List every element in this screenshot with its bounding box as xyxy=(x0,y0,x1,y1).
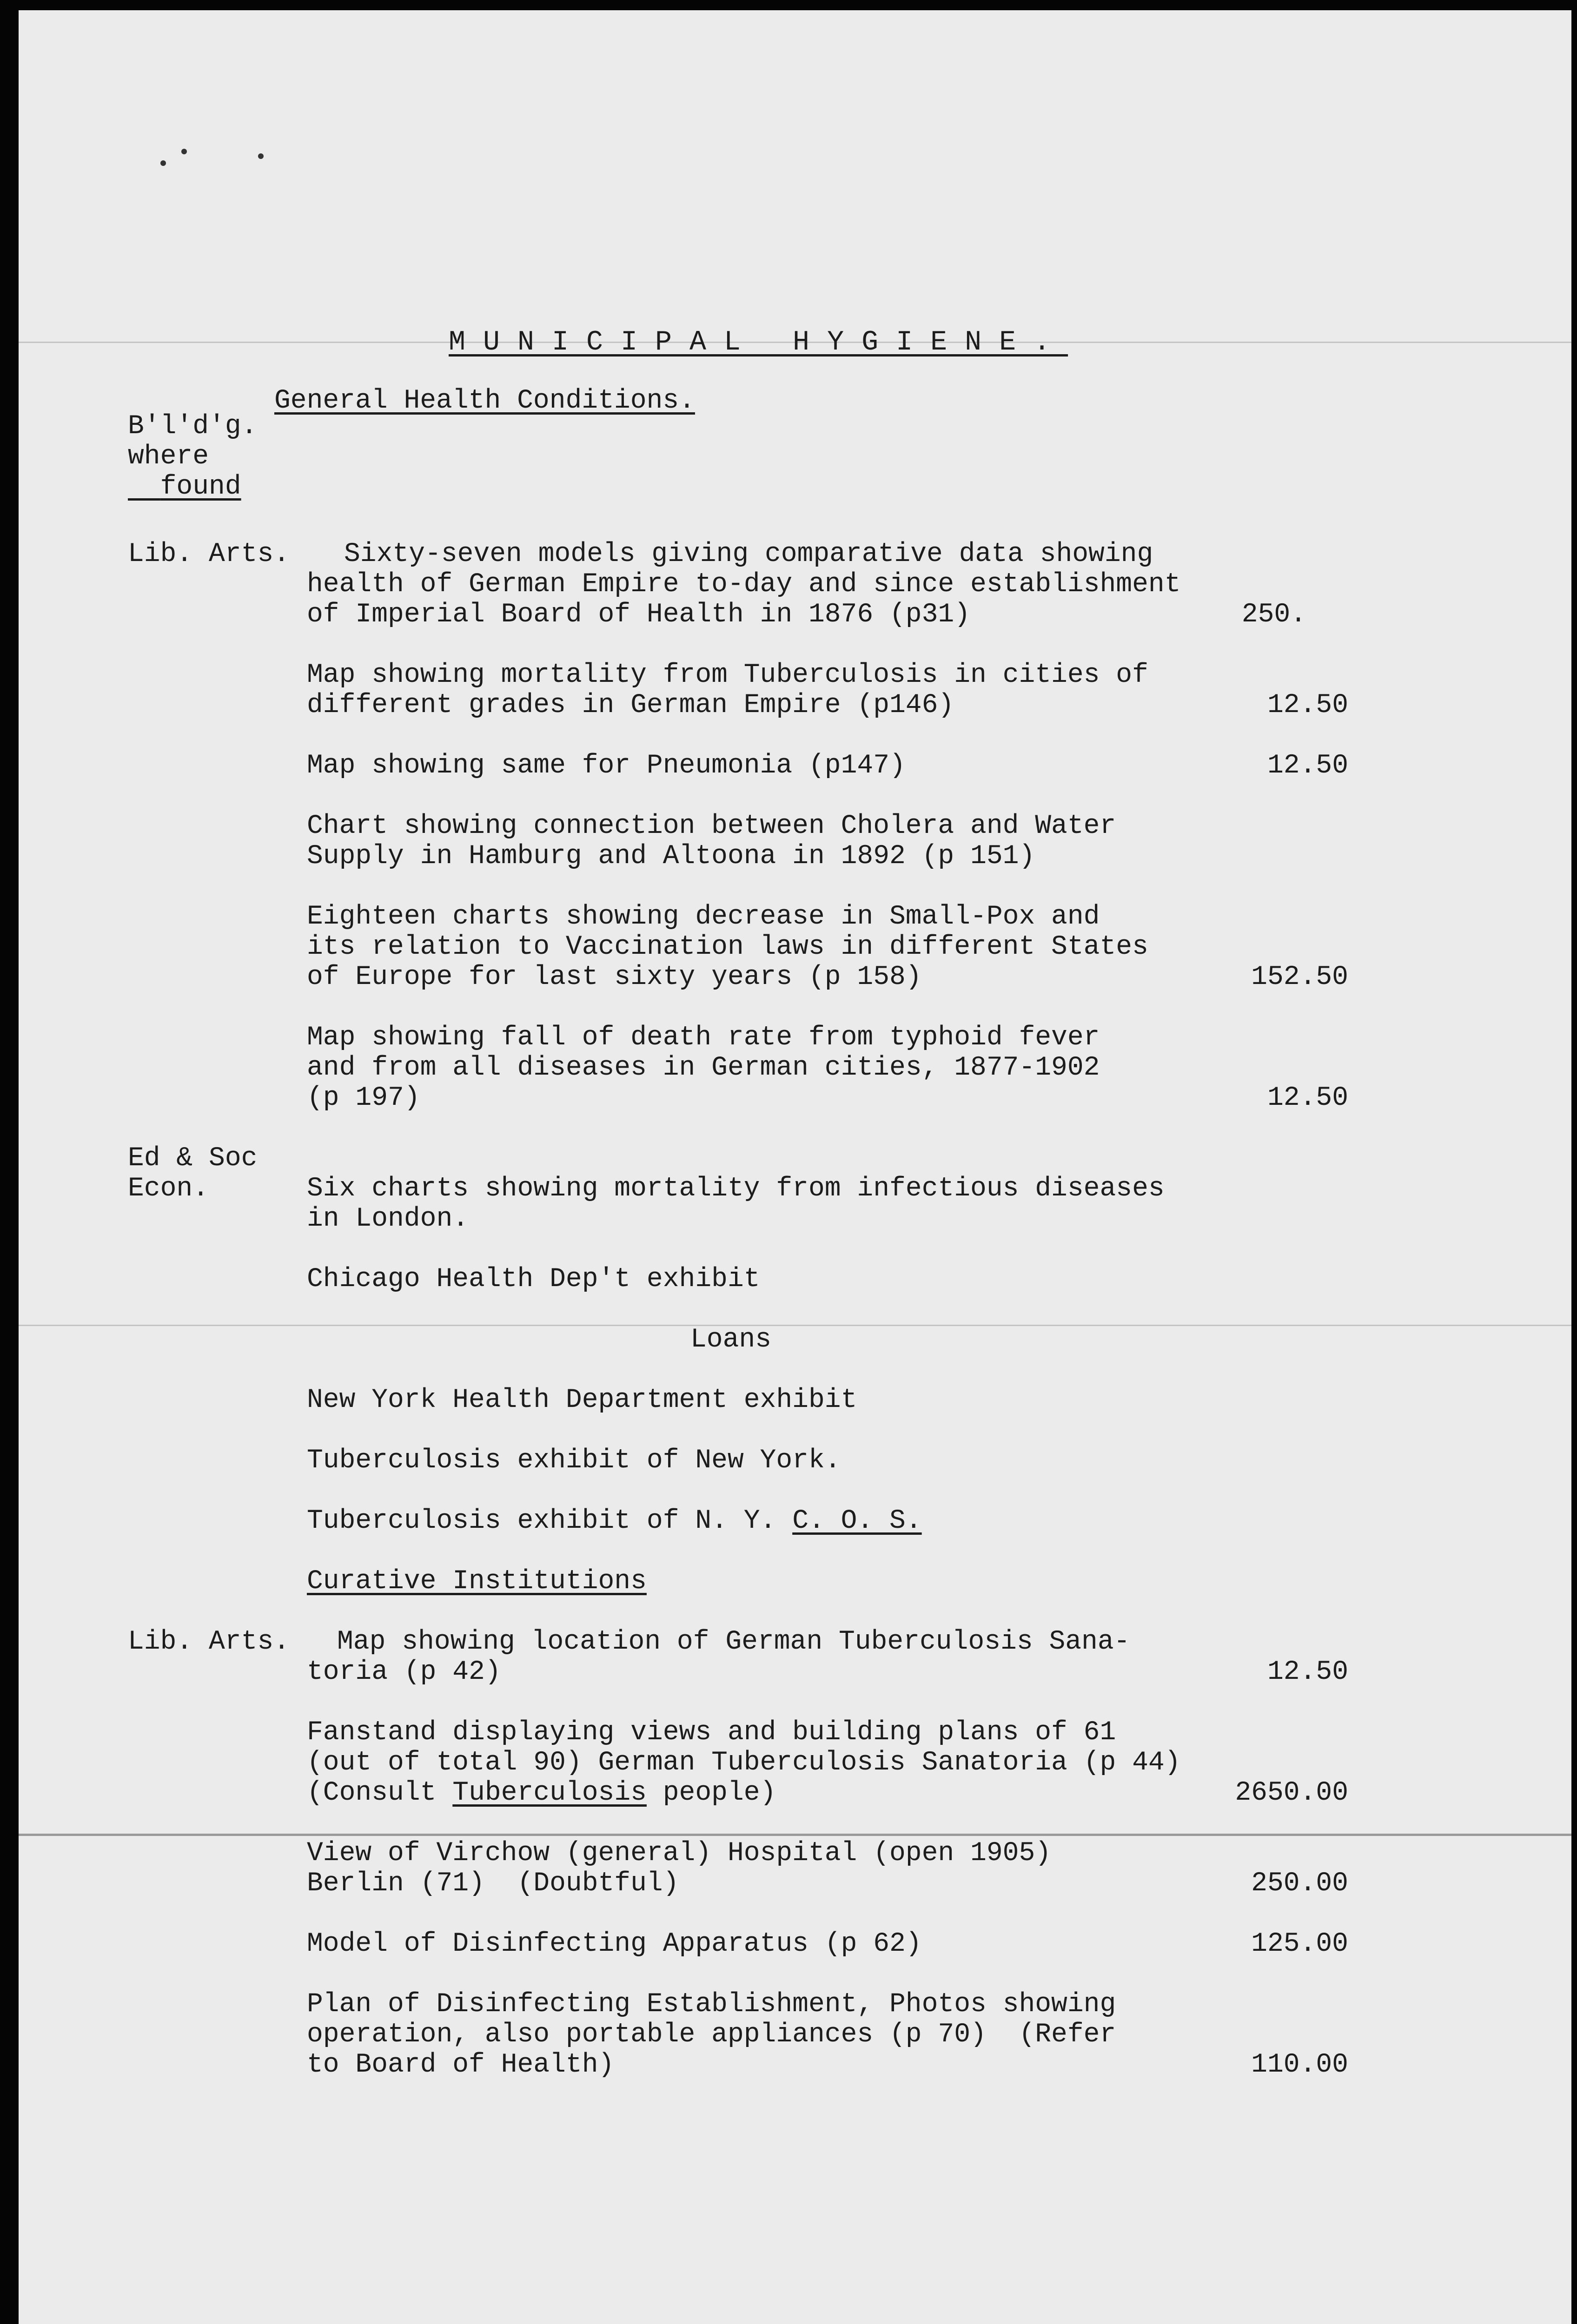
item-line: Eighteen charts showing decrease in Small-Pox and xyxy=(307,902,1100,932)
page-title: MUNICIPAL HYGIENE. xyxy=(449,327,1068,358)
item-line: Map showing same for Pneumonia (p147) xyxy=(307,751,906,781)
item-line: different grades in German Empire (p146) xyxy=(307,690,954,720)
building-label: Econ. xyxy=(128,1174,209,1204)
ink-speck xyxy=(258,153,264,159)
item-line: Fanstand displaying views and building plans of 61 xyxy=(307,1717,1116,1748)
item-line: (out of total 90) German Tuberculosis Sanatoria (p 44) xyxy=(307,1748,1181,1778)
item-amount: 250. xyxy=(1241,600,1306,630)
item-line: Chicago Health Dep't exhibit xyxy=(307,1264,760,1294)
building-label: Lib. Arts. xyxy=(128,539,290,569)
item-line: View of Virchow (general) Hospital (open 1905) xyxy=(307,1838,1052,1868)
item-amount: 110.00 xyxy=(1251,2050,1348,2080)
item-line: of Imperial Board of Health in 1876 (p31) xyxy=(307,600,971,630)
item-line: Map showing location of German Tuberculosis Sana- xyxy=(337,1627,1130,1657)
column-header-line: found xyxy=(160,472,241,502)
item-line: Plan of Disinfecting Establishment, Photos showing xyxy=(307,1989,1116,2020)
item-line: to Board of Health) xyxy=(307,2050,615,2080)
building-label: Ed & Soc xyxy=(128,1143,258,1174)
fold-line xyxy=(19,1325,1571,1326)
item-line: health of German Empire to-day and since establishment xyxy=(307,569,1181,600)
item-amount: 125.00 xyxy=(1251,1929,1348,1959)
item-amount: 12.50 xyxy=(1267,1083,1348,1113)
item-line: Map showing fall of death rate from typhoid fever xyxy=(307,1023,1100,1053)
item-amount: 12.50 xyxy=(1267,690,1348,720)
column-header-line: B'l'd'g. xyxy=(128,411,258,442)
item-line: Berlin (71) (Doubtful) xyxy=(307,1868,679,1899)
item-line: operation, also portable appliances (p 70) (Refer xyxy=(307,2020,1116,2050)
item-amount: 152.50 xyxy=(1251,962,1348,992)
item-line: (p 197) xyxy=(307,1083,420,1113)
item-line: Model of Disinfecting Apparatus (p 62) xyxy=(307,1929,922,1959)
item-line: Map showing mortality from Tuberculosis in cities of xyxy=(307,660,1148,690)
ink-speck xyxy=(160,160,166,166)
item-line: Supply in Hamburg and Altoona in 1892 (p 151) xyxy=(307,841,1035,872)
loan-item: Tuberculosis exhibit of New York. xyxy=(307,1446,841,1476)
fold-line xyxy=(19,1834,1571,1836)
ink-speck xyxy=(181,149,187,154)
item-amount: 12.50 xyxy=(1267,751,1348,781)
loans-heading: Loans xyxy=(690,1325,772,1355)
item-line: of Europe for last sixty years (p 158) xyxy=(307,962,922,992)
column-header-line: where xyxy=(128,442,209,472)
building-label: Lib. Arts. xyxy=(128,1627,290,1657)
loan-item: Tuberculosis exhibit of N. Y. C. O. S. xyxy=(307,1506,922,1536)
section-heading-curative: Curative Institutions xyxy=(307,1566,647,1597)
item-line: Chart showing connection between Cholera and Water xyxy=(307,811,1116,841)
item-amount: 12.50 xyxy=(1267,1657,1348,1687)
item-line: Sixty-seven models giving comparative data showing xyxy=(344,539,1153,569)
loan-item: New York Health Department exhibit xyxy=(307,1385,857,1415)
item-line: Six charts showing mortality from infectious diseases xyxy=(307,1174,1165,1204)
item-line: in London. xyxy=(307,1204,469,1234)
item-line: its relation to Vaccination laws in different States xyxy=(307,932,1148,962)
item-line: toria (p 42) xyxy=(307,1657,501,1687)
item-amount: 250.00 xyxy=(1251,1868,1348,1899)
item-amount: 2650.00 xyxy=(1235,1778,1348,1808)
item-line: and from all diseases in German cities, 1877-1902 xyxy=(307,1053,1100,1083)
section-heading-general: General Health Conditions. xyxy=(274,386,695,416)
item-line: (Consult Tuberculosis people) xyxy=(307,1778,776,1808)
